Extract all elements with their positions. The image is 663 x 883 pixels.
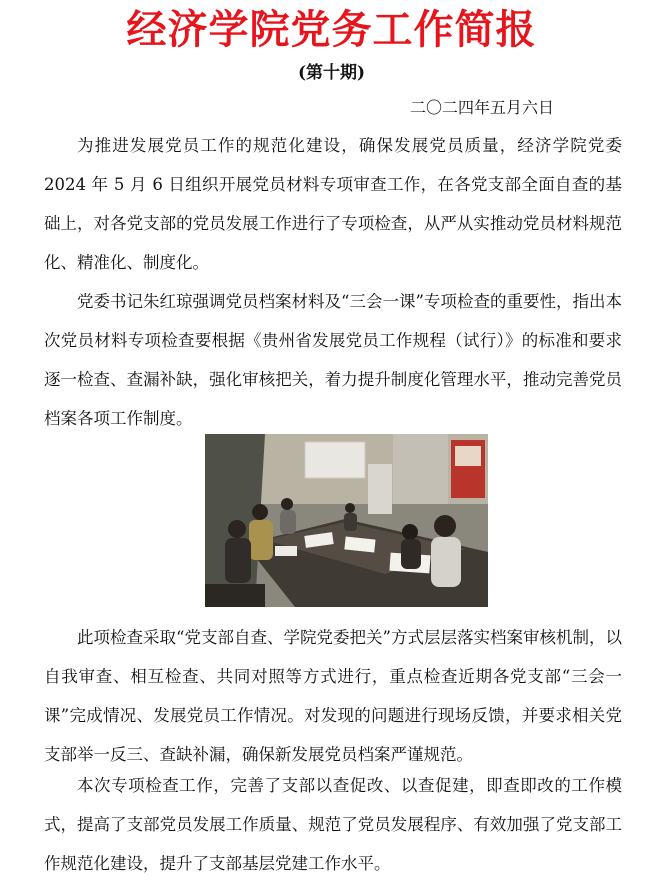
issue-date: 二〇二四年五月六日 — [410, 98, 555, 117]
briefing-title: 经济学院党务工作简报 — [126, 7, 537, 53]
meeting-photo — [205, 434, 488, 607]
paragraph-intro: 为推进发展党员工作的规范化建设，确保发展党员质量，经济学院党委 2024 年 5 月 6 日组织开展党员材料专项审查工作，在各党支部全面自查的基础上，对各党支部的党员发展工作进行了专项检查，从严从实推动党员材料规范化、精准化、制度化。 — [44, 136, 622, 272]
paragraph-outcome: 本次专项检查工作，完善了支部以查促改、以查促建，即查即改的工作模式，提高了支部党员发展工作质量、规范了党员发展程序、有效加强了党支部工作规范化建设，提升了支部基层党建工作水平。 — [44, 776, 622, 873]
paragraph-inspection-method: 此项检查采取“党支部自查、学院党委把关”方式层层落实档案审核机制，以自我审查、相互检查、共同对照等方式进行，重点检查近期各党支部“三会一课”完成情况、发展党员工作情况。对发现的问题进行现场反馈，并要求相关党支部举一反三、查缺补漏，确保新发展党员档案严谨规范。 — [44, 628, 622, 764]
issue-number: (第十期) — [297, 63, 366, 83]
paragraph-secretary-remarks: 党委书记朱红琼强调党员档案材料及“三会一课”专项检查的重要性，指出本次党员材料专项检查要根据《贵州省发展党员工作规程（试行）》的标准和要求逐一检查、查漏补缺，强化审核把关，着力提升制度化管理水平，推动完善党员档案各项工作制度。 — [44, 292, 622, 428]
